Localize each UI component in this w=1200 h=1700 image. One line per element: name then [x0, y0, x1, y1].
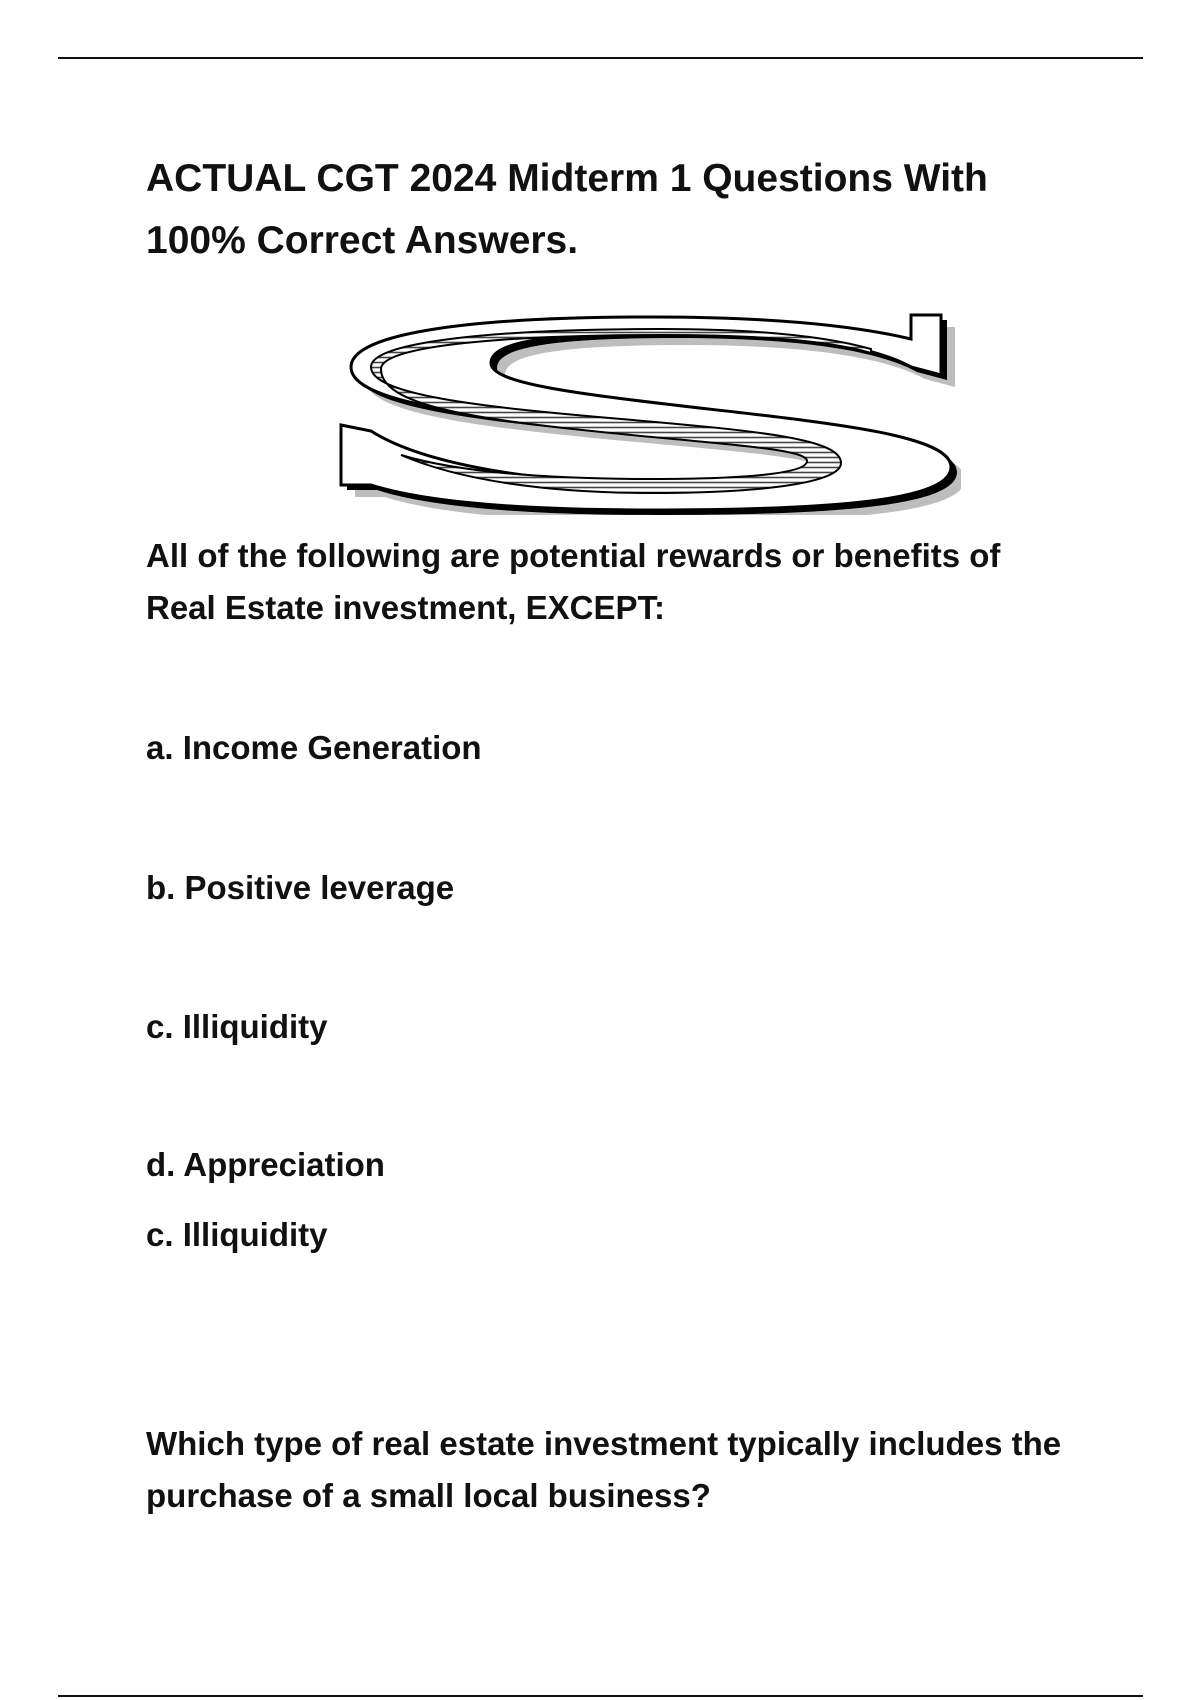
- stylized-letter-s-logo-icon: [311, 305, 961, 515]
- question-1-option-a: a. Income Generation: [146, 729, 482, 766]
- question-1-text: All of the following are potential rewards or benefits of Real Estate investment, EXCEPT:: [146, 537, 1001, 626]
- top-rule: [58, 57, 1143, 59]
- bottom-rule: [58, 1695, 1143, 1697]
- question-1-option-c: c. Illiquidity: [146, 1008, 328, 1045]
- question-1-option-d: d. Appreciation: [146, 1146, 385, 1183]
- question-2-text: Which type of real estate investment typically includes the purchase of a small local business?: [146, 1425, 1062, 1514]
- document-title: ACTUAL CGT 2024 Midterm 1 Questions With 100% Correct Answers.: [146, 157, 988, 262]
- question-1-answer: c. Illiquidity: [146, 1216, 328, 1253]
- question-1-option-b: b. Positive leverage: [146, 869, 455, 906]
